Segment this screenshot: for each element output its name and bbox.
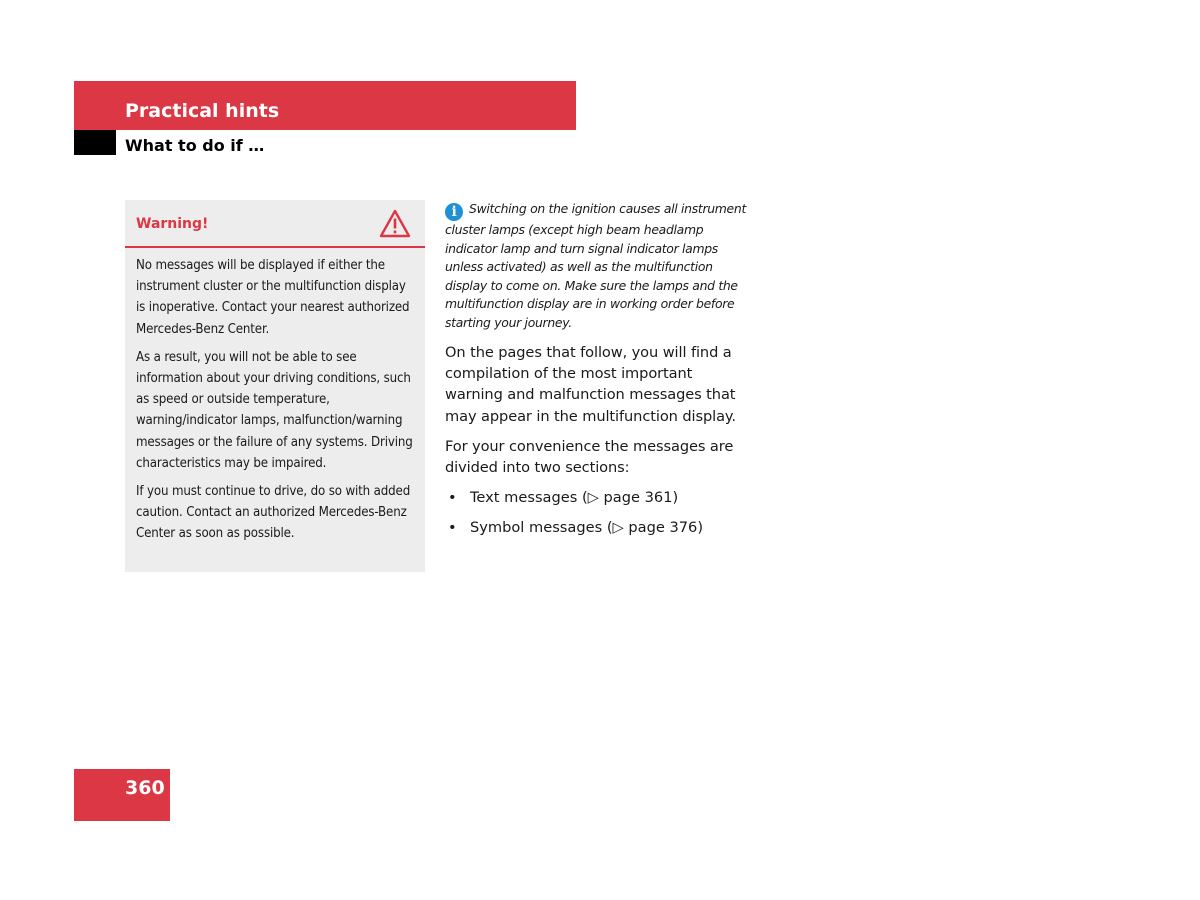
list-item-text: Symbol messages (▷ page 376) [470,519,704,537]
body-paragraph: On the pages that follow, you will find a compilation of the most important warning and malfunction messages that may appear in the multifunction display. [445,344,736,425]
warning-paragraph: As a result, you will not be able to see information about your driving conditions, such as speed or outside temperature, warning/indicator lamps, malfunction/warning messages or the failure of any systems. Driving characteristics may be impaired. [136,349,413,471]
subsection-title: What to do if … [125,136,265,155]
list-item [445,517,750,538]
body-paragraph: For your convenience the messages are divided into two sections: [445,437,734,477]
warning-box [125,200,425,572]
page-number-box [74,769,170,821]
info-note [445,200,750,332]
bullet-icon: • [448,519,457,537]
warning-body [125,248,425,545]
warning-header [125,200,425,248]
main-text-column [445,200,750,548]
subsection-marker [74,130,116,155]
page-number: 360 [125,777,165,799]
warning-paragraph: No messages will be displayed if either the instrument cluster or the multifunction display is inoperative. Contact your nearest authorized Mercedes-Benz Center. [136,258,410,337]
info-icon: i [445,203,463,221]
warning-label: Warning! [136,216,209,232]
section-title: Practical hints [125,100,280,122]
list-item [445,487,750,508]
warning-paragraph: If you must continue to drive, do so with added caution. Contact an authorized Mercedes-Benz Center as soon as possible. [136,484,411,542]
message-section-list [445,487,750,538]
info-text: Switching on the ignition causes all instrument cluster lamps (except high beam headlamp indicator lamp and turn signal indicator lamps unless activated) as well as the multifunction display to come on. Make sure the lamps and the multifunction display are in working order before starting your journey. [445,201,746,330]
bullet-icon: • [448,489,457,507]
list-item-text: Text messages (▷ page 361) [470,489,679,507]
warning-triangle-icon [379,209,411,238]
